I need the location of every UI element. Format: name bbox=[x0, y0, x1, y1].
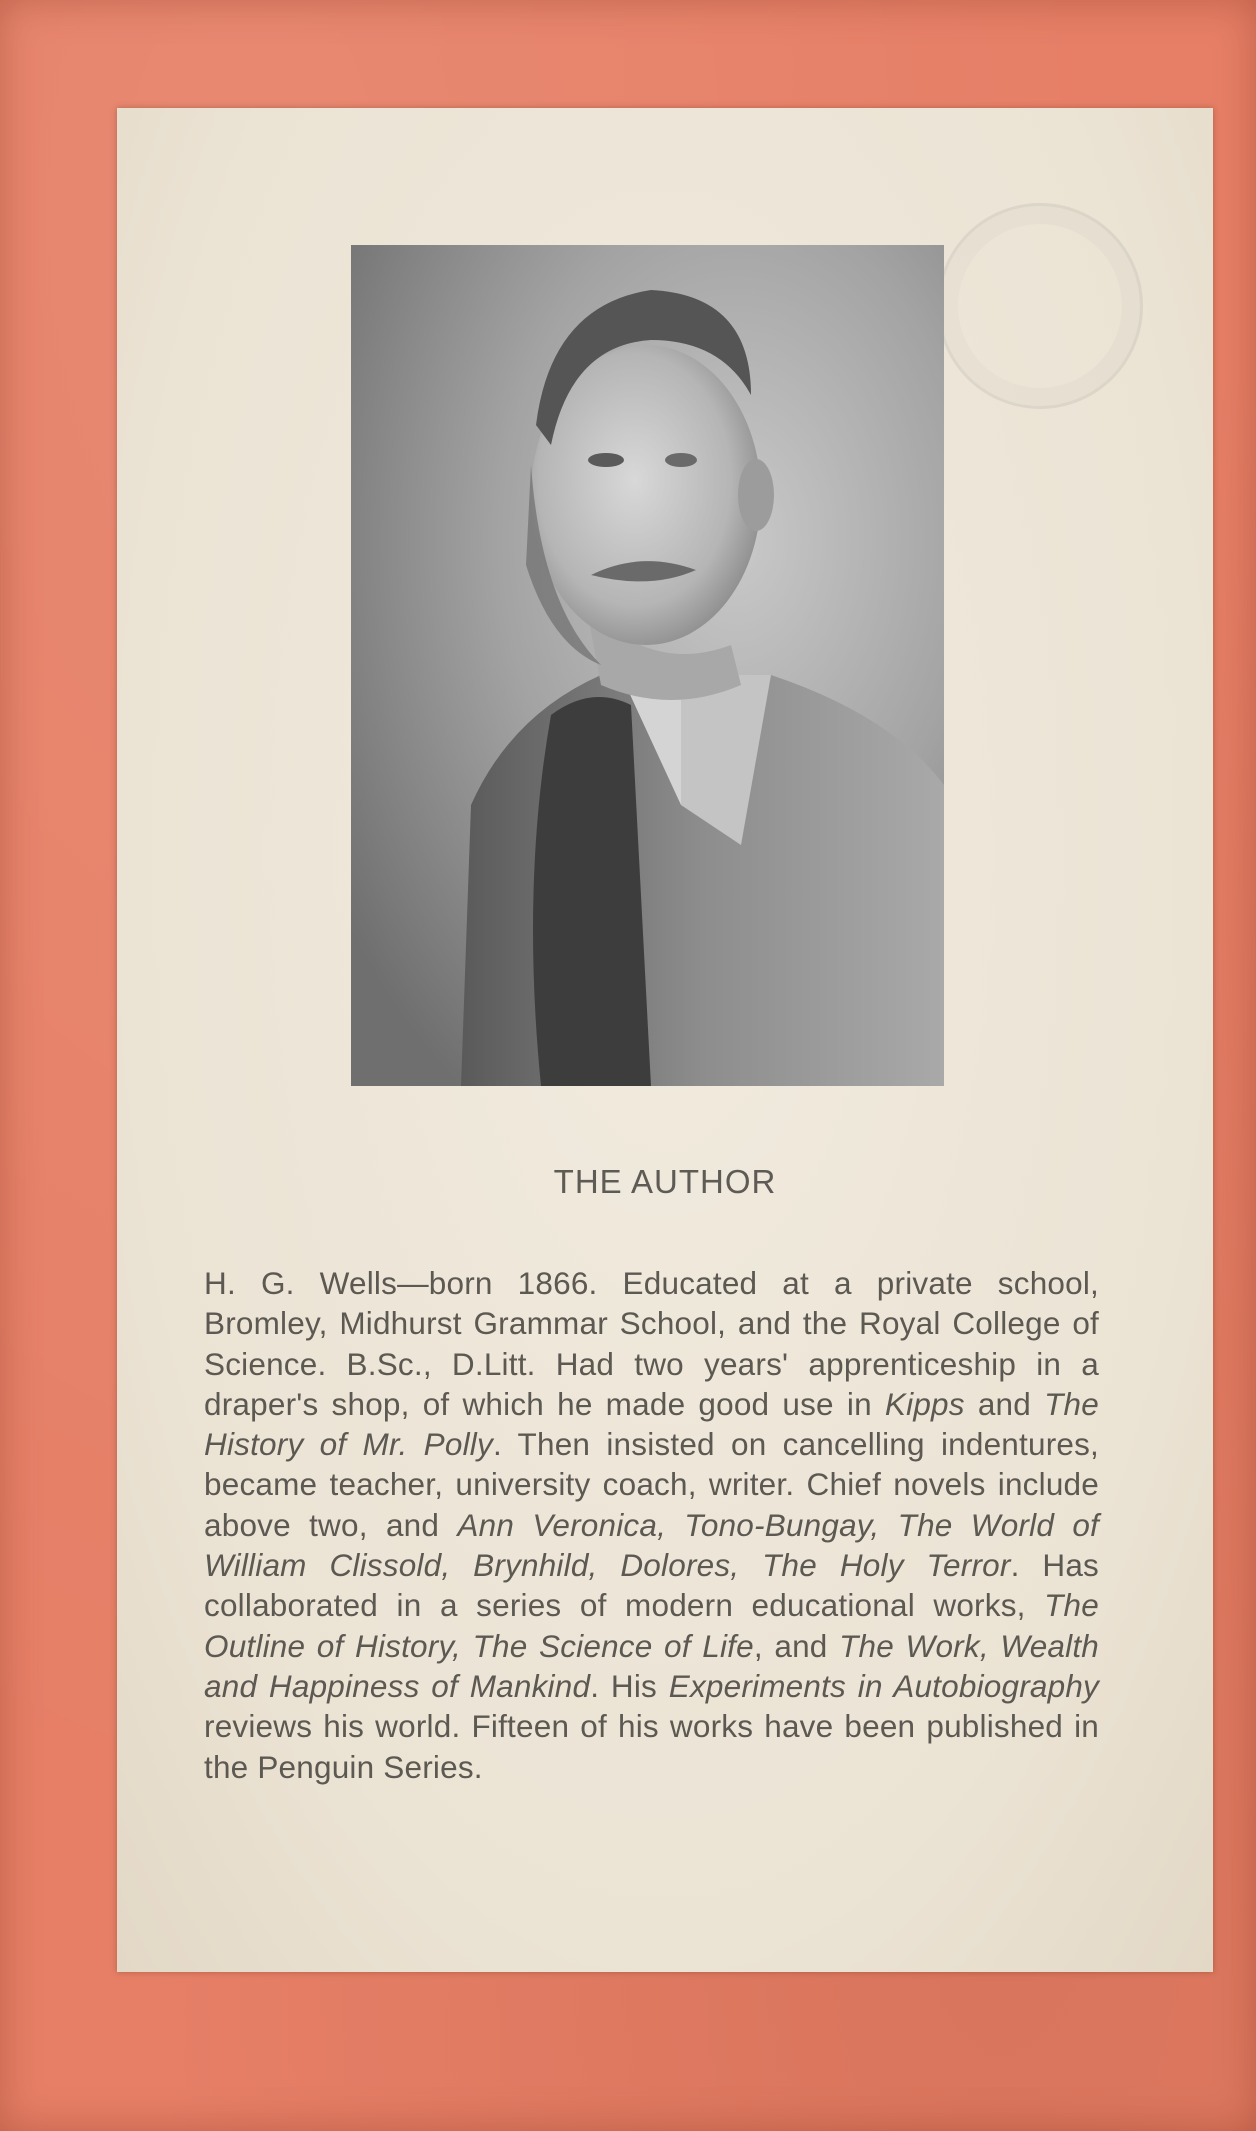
bio-text: . Has collaborated in a series of modern educational works, bbox=[204, 1547, 1099, 1624]
book-title-text: The History of Mr. Polly bbox=[204, 1385, 1099, 1463]
author-portrait-photo bbox=[351, 245, 944, 1086]
bio-text: . His bbox=[590, 1667, 669, 1704]
book-title-text: Kipps bbox=[884, 1385, 965, 1422]
book-title-text: Experiments in Autobiography bbox=[668, 1667, 1099, 1704]
bio-text: reviews his world. Fifteen of his works have been published in the Penguin Series. bbox=[204, 1708, 1099, 1785]
author-portrait-drawing bbox=[351, 245, 944, 1086]
bio-text: and bbox=[964, 1385, 1045, 1422]
book-title-text: The Work, Wealth and Happiness of Mankind bbox=[204, 1627, 1099, 1704]
bio-text: , and bbox=[753, 1627, 840, 1664]
cream-panel bbox=[117, 108, 1213, 1972]
caption-heading: THE AUTHOR bbox=[553, 1163, 777, 1200]
bio-text: H. G. Wells—born 1866. Educated at a private school, Bromley, Midhurst Grammar School, and the Royal College of Science. B.Sc., D.Litt. Had two years' apprenticeship in a draper's shop, of which he made good use in bbox=[204, 1265, 1099, 1422]
bio-text: . Then insisted on cancelling indentures, became teacher, university coach, writer. Chief novels include above two, and bbox=[204, 1426, 1099, 1543]
author-biography bbox=[204, 1263, 1099, 1787]
book-title-text: The Outline of History, The Science of Life bbox=[204, 1587, 1099, 1664]
faded-library-stamp bbox=[937, 203, 1143, 409]
book-title-text: Ann Veronica, Tono-Bungay, The World of William Clissold, Brynhild, Dolores, The Holy Terror bbox=[204, 1506, 1099, 1584]
